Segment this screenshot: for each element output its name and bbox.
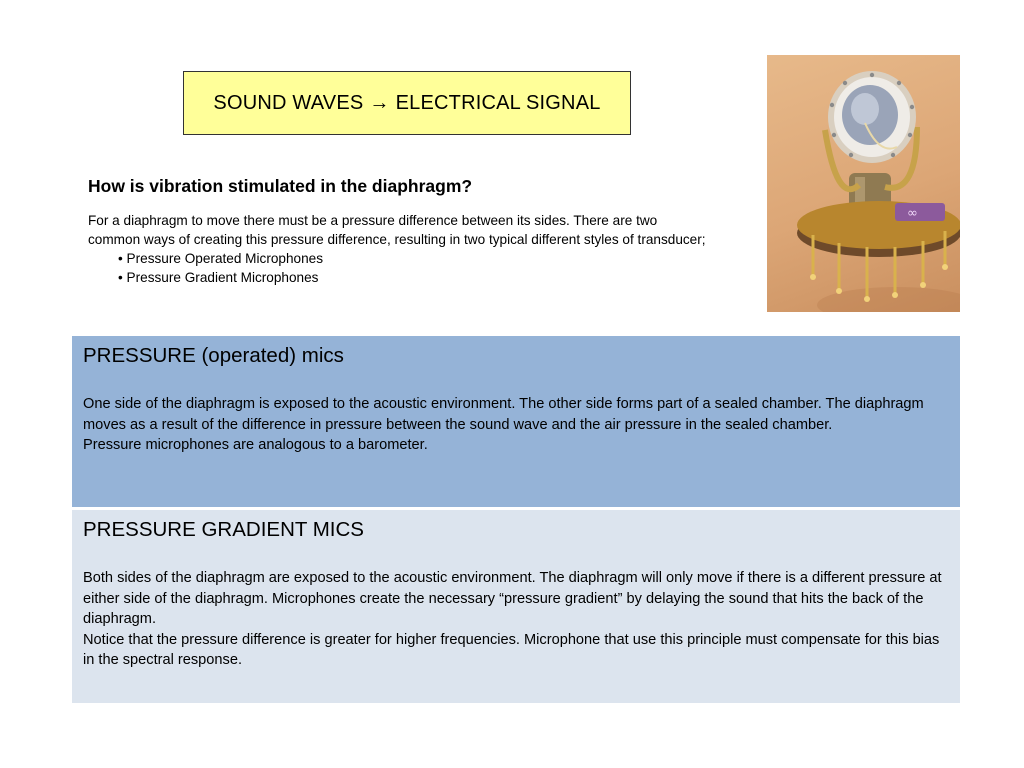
panel-paragraph: Notice that the pressure difference is greater for higher frequencies. Microphone that use this principle must compensate for this bias in the spectral response. (83, 631, 940, 669)
microphone-capsule-photo (767, 55, 960, 312)
svg-text:∞: ∞ (907, 206, 918, 221)
intro-block (88, 211, 708, 287)
microphone-capsule-illustration (767, 55, 960, 312)
title-left: SOUND WAVES (213, 91, 364, 114)
question-heading: How is vibration stimulated in the diaphragm? (88, 176, 473, 196)
panel-heading: PRESSURE GRADIENT MICS (83, 518, 364, 541)
list-item: • Pressure Operated Microphones (118, 249, 708, 268)
transducer-list (88, 249, 708, 287)
slide-title-box (183, 71, 631, 135)
title-right: ELECTRICAL SIGNAL (395, 91, 601, 114)
panel-paragraph: One side of the diaphragm is exposed to the acoustic environment. The other side forms part of a sealed chamber. The diaphragm moves as a result of the difference in pressure between the sound wave and the air pressure in the sealed chamber. (83, 396, 924, 433)
intro-text: For a diaphragm to move there must be a pressure difference between its sides. There are two common ways of creating this pressure difference, resulting in two typical different styles of transducer; (88, 213, 706, 247)
list-item: • Pressure Gradient Microphones (118, 268, 708, 287)
panel-paragraph: Both sides of the diaphragm are exposed to the acoustic environment. The diaphragm will only move if there is a different pressure at either side of the diaphragm. Microphones create the necessary “pressure gradient” by delaying the sound that hits the back of the diaphragm. (83, 570, 942, 628)
pressure-operated-panel (72, 336, 960, 507)
panel-paragraph: Pressure microphones are analogous to a barometer. (83, 437, 428, 454)
pressure-gradient-panel (72, 510, 960, 703)
right-arrow-icon: → (369, 91, 390, 114)
panel-heading: PRESSURE (operated) mics (83, 344, 344, 367)
